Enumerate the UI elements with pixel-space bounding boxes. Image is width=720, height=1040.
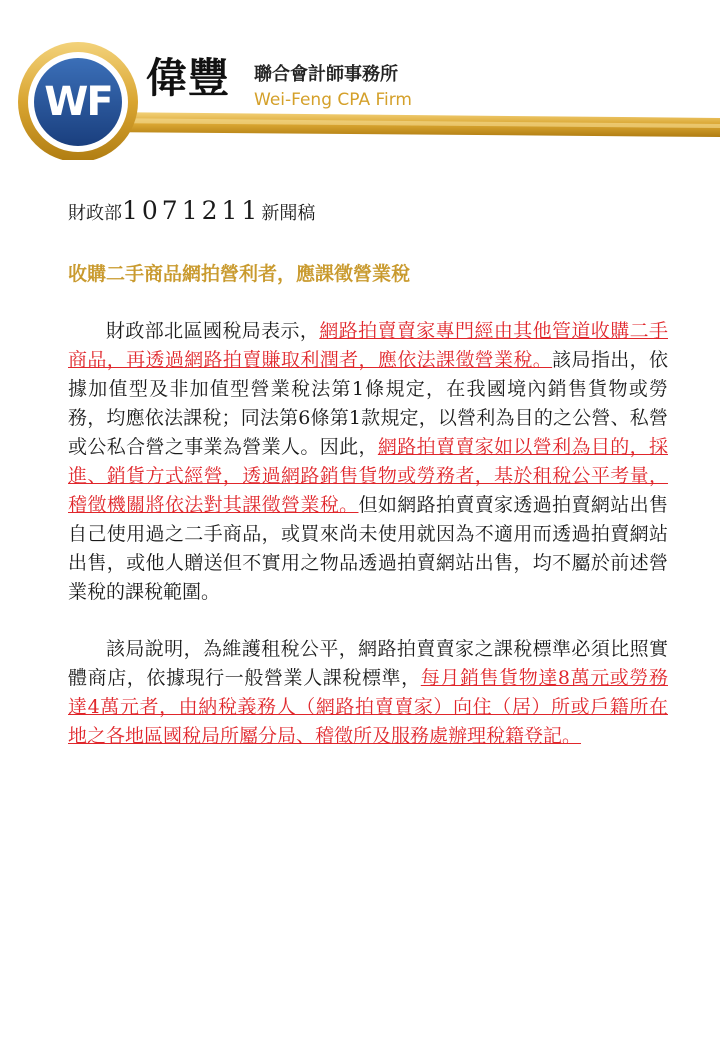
para1-highlight-1: 網路拍賣賣家專門經由其他管道收購二手商品，再透過網路拍賣賺取利潤者，應依法課徵營業稅。 [68, 320, 668, 371]
brand-subtitle-cn: 聯合會計師事務所 [254, 64, 398, 85]
dateline-prefix: 財政部 [68, 203, 122, 224]
para2-highlight-1: 每月銷售貨物達8萬元或勞務達4萬元者，由納稅義務人（網路拍賣賣家）向住（居）所或戶籍所在地之各地區國稅局所屬分局、稽徵所及服務處辦理稅籍登記。 [68, 667, 668, 747]
paragraph-2 [68, 635, 668, 751]
headline: 收購二手商品網拍營利者，應課徵營業稅 [68, 263, 411, 285]
logo-text: WF [44, 79, 112, 125]
brand-subtitle-en: Wei-Feng CPA Firm [254, 90, 412, 110]
para2-text-1: 該局說明，為維護租稅公平，網路拍賣賣家之課稅標準必須比照實體商店，依據現行一般營業人課稅標準， [68, 638, 668, 689]
para1-highlight-2: 網路拍賣賣家如以營利為目的，採進、銷貨方式經營，透過網路銷售貨物或勞務者，基於租稅公平考量，稽徵機關將依法對其課徵營業稅。 [68, 436, 668, 516]
letterhead [0, 0, 720, 160]
dateline-date: 1071211 [122, 196, 262, 225]
paragraph-1 [68, 317, 668, 607]
press-release-body [68, 196, 668, 751]
para1-text-3: 但如網路拍賣賣家透過拍賣網站出售自己使用過之二手商品，或買來尚未使用就因為不適用而透過拍賣網站出售，或他人贈送但不實用之物品透過拍賣網站出售，均不屬於前述營業稅的課稅範圍。 [68, 494, 668, 603]
dateline-suffix: 新聞稿 [261, 203, 316, 224]
dateline [68, 196, 668, 229]
brand-name-cn: 偉豐 [146, 54, 230, 102]
para1-text-2: 該局指出，依據加值型及非加值型營業稅法第1條規定，在我國境內銷售貨物或勞務，均應依法課稅；同法第6條第1款規定，以營利為目的之公營、私營或公私合營之事業為營業人。因此， [68, 349, 668, 458]
para1-text-1: 財政部北區國稅局表示， [106, 320, 320, 342]
